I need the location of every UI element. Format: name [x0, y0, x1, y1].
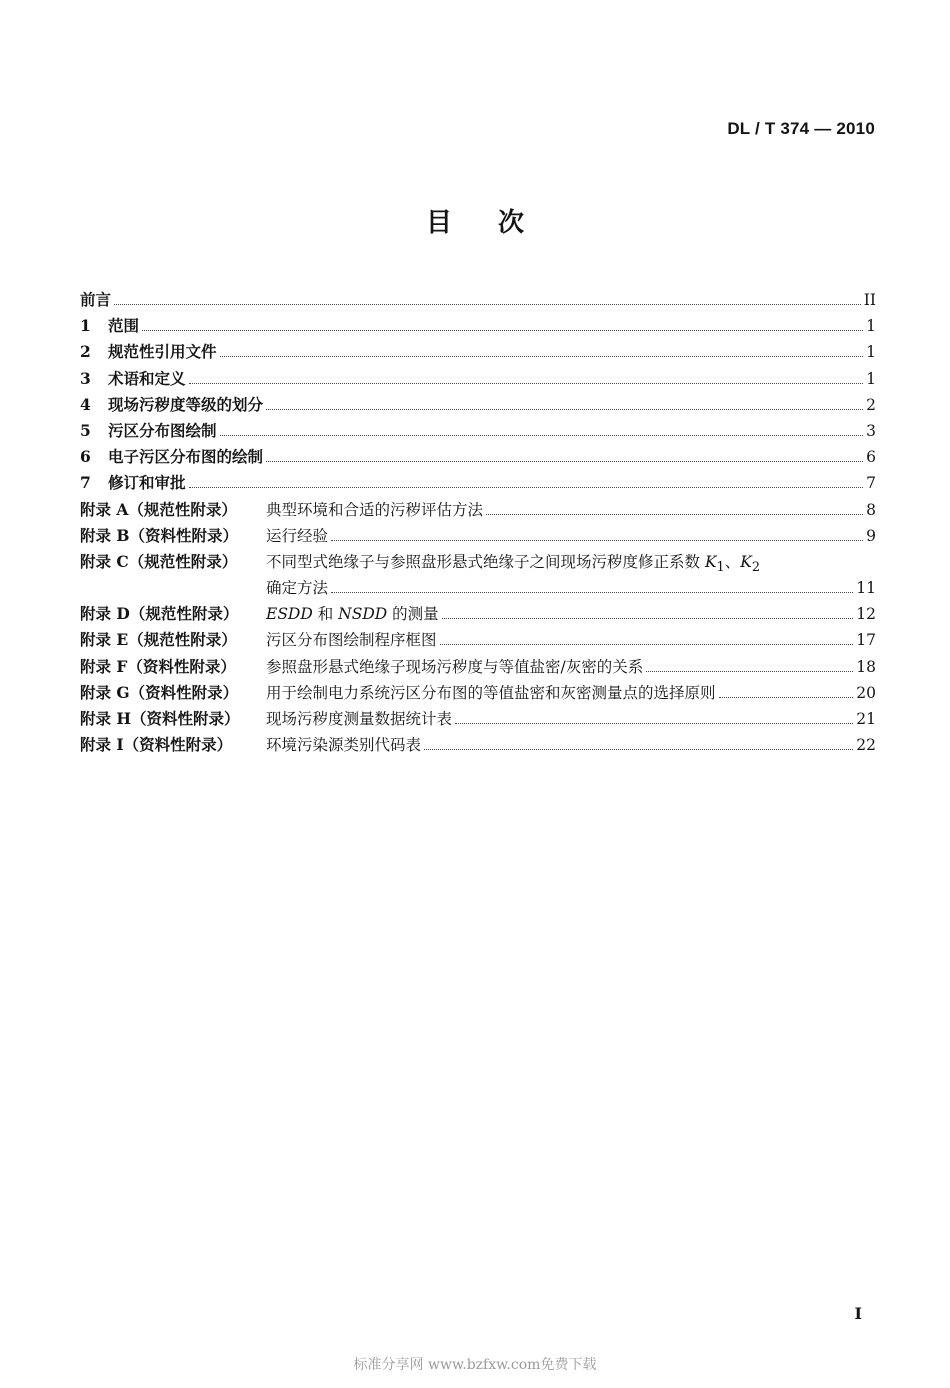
appendix-title: 现场污秽度测量数据统计表 [266, 710, 453, 728]
dot-leader [442, 618, 854, 619]
standard-code: DL / T 374 — 2010 [727, 119, 875, 138]
toc-entry-1[interactable] [80, 314, 876, 340]
toc-page: 1 [866, 369, 876, 388]
toc-label: 电子污区分布图的绘制 [108, 447, 264, 467]
toc-page: II [863, 291, 876, 309]
dot-leader [266, 461, 863, 462]
toc-appendix-f[interactable] [80, 655, 876, 681]
toc-page: 8 [866, 500, 876, 519]
toc-page: 17 [856, 631, 876, 650]
toc-appendix-i[interactable] [80, 733, 876, 759]
toc-number: 3 [80, 368, 91, 388]
toc-number: 7 [80, 473, 91, 493]
toc-label: 污区分布图绘制 [108, 420, 217, 440]
page-folio: I [854, 1304, 862, 1323]
toc-label: 修订和审批 [108, 473, 186, 493]
toc-label: 现场污秽度等级的划分 [108, 394, 264, 414]
dot-leader [266, 409, 863, 410]
dot-leader [189, 487, 864, 488]
appendix-title: 环境污染源类别代码表 [266, 736, 422, 755]
toc-appendix-a[interactable] [80, 498, 876, 524]
toc-page: 18 [856, 657, 876, 676]
toc-number: 2 [80, 342, 91, 362]
appendix-title [266, 602, 439, 624]
dot-leader [424, 749, 853, 750]
toc-page: 1 [866, 343, 876, 362]
toc-entry-6[interactable] [80, 445, 876, 471]
toc-appendix-c[interactable] [80, 550, 876, 602]
appendix-prefix: 附录 B（资料性附录） [80, 525, 238, 545]
toc-page: 1 [866, 317, 876, 336]
dot-leader [455, 723, 853, 724]
k2-subscript: 2 [751, 559, 761, 575]
dot-leader [646, 671, 853, 672]
appendix-title: 用于绘制电力系统污区分布图的等值盐密和灰密测量点的选择原则 [266, 683, 716, 702]
toc-page: 11 [856, 579, 876, 598]
dot-leader [719, 697, 854, 698]
toc-page: 6 [866, 448, 876, 467]
toc-number: 1 [80, 316, 91, 336]
toc-page: 7 [866, 474, 876, 493]
appendix-prefix: 附录 G（资料性附录） [80, 682, 239, 702]
appendix-title: 典型环境和合适的污秽评估方法 [266, 500, 484, 519]
dot-leader [440, 644, 854, 645]
k1-symbol: K [704, 552, 717, 571]
dot-leader [486, 514, 863, 515]
appendix-title-continued: 确定方法 [266, 579, 329, 598]
appendix-prefix: 附录 I（资料性附录） [80, 735, 233, 755]
enum-comma: 、 [724, 552, 741, 571]
k1-subscript: 1 [716, 559, 725, 575]
toc-number: 5 [80, 420, 91, 440]
appendix-prefix: 附录 D（规范性附录） [80, 604, 239, 624]
appendix-prefix: 附录 A（规范性附录） [80, 499, 237, 519]
k2-symbol: K [740, 552, 752, 571]
appendix-prefix: 附录 E（规范性附录） [80, 630, 237, 650]
esdd-term: ESDD [266, 605, 313, 624]
appendix-title-rest: 的测量 [387, 605, 439, 624]
toc-label: 前言 [80, 290, 112, 309]
nsdd-term: NSDD [338, 605, 388, 624]
toc-appendix-b[interactable] [80, 524, 876, 550]
toc-page: 3 [866, 421, 876, 440]
dot-leader [220, 435, 864, 436]
appendix-title [266, 550, 760, 575]
toc-entry-4[interactable] [80, 393, 876, 419]
appendix-prefix: 附录 F（资料性附录） [80, 656, 236, 676]
toc-label: 术语和定义 [108, 368, 186, 388]
table-of-contents [80, 288, 876, 759]
appendix-prefix: 附录 H（资料性附录） [80, 709, 240, 728]
toc-page: 12 [856, 605, 876, 624]
dot-leader [331, 592, 853, 593]
dot-leader [331, 540, 863, 541]
page-title: 目次 [425, 208, 570, 238]
dot-leader [220, 356, 864, 357]
toc-entry-7[interactable] [80, 471, 876, 497]
toc-entry-2[interactable] [80, 340, 876, 366]
appendix-title-text: 不同型式绝缘子与参照盘形悬式绝缘子之间现场污秽度修正系数 [266, 552, 701, 571]
appendix-title: 参照盘形悬式绝缘子现场污秽度与等值盐密/灰密的关系 [266, 657, 644, 676]
toc-page: 22 [856, 736, 876, 755]
toc-page: 20 [856, 683, 876, 702]
appendix-title: 运行经验 [266, 526, 329, 545]
toc-appendix-e[interactable] [80, 628, 876, 654]
toc-number: 6 [80, 447, 91, 467]
toc-appendix-h[interactable] [80, 707, 876, 733]
toc-entry-foreword[interactable] [80, 288, 876, 314]
toc-entry-3[interactable] [80, 367, 876, 393]
toc-appendix-g[interactable] [80, 681, 876, 707]
toc-entry-5[interactable] [80, 419, 876, 445]
conjunction: 和 [312, 605, 339, 624]
dot-leader [189, 383, 864, 384]
appendix-prefix: 附录 C（规范性附录） [80, 551, 238, 571]
dot-leader [142, 330, 863, 331]
watermark: 标准分享网 www.bzfxw.com免费下载 [353, 1357, 597, 1373]
toc-page: 2 [866, 395, 876, 414]
dot-leader [114, 304, 861, 305]
appendix-title: 污区分布图绘制程序框图 [266, 631, 437, 650]
toc-label: 范围 [108, 316, 140, 336]
toc-page: 21 [856, 710, 876, 728]
toc-page: 9 [866, 526, 876, 545]
toc-label: 规范性引用文件 [108, 342, 217, 362]
toc-number: 4 [80, 394, 91, 414]
toc-appendix-d[interactable] [80, 602, 876, 628]
